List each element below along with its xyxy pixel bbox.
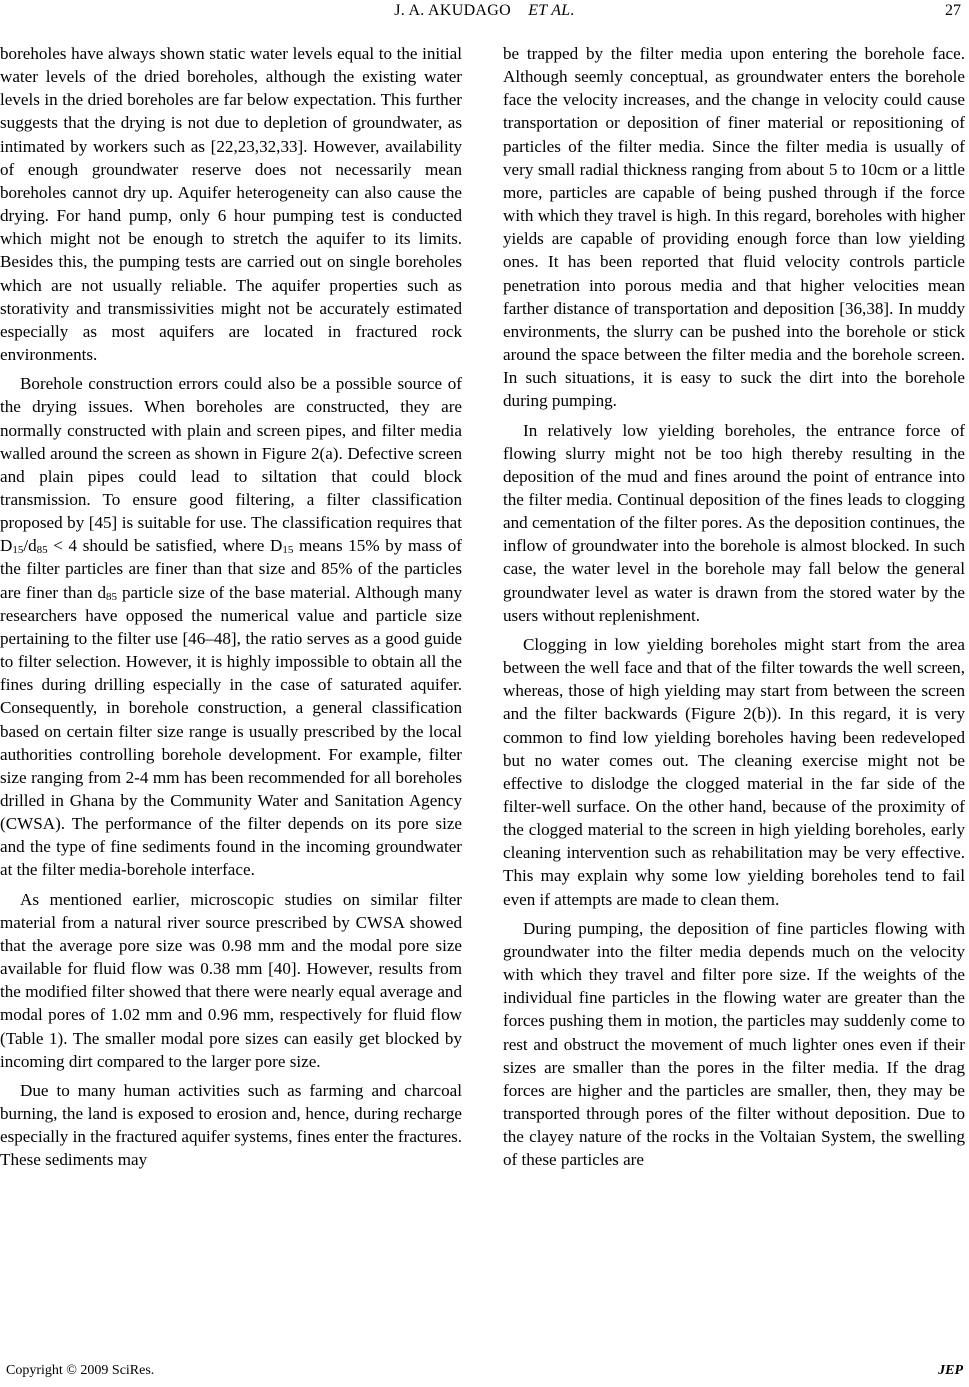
journal-abbreviation: JEP	[938, 1363, 963, 1378]
page-header	[0, 0, 969, 26]
paragraph: Clogging in low yielding boreholes might start from the area between the well face and that of the filter towards the well screen, whereas, those of high yielding may start from between the screen and the filter backwards (Figure 2(b)). In this regard, it is very common to find low yielding boreholes having been redeveloped but no water comes out. The cleaning exercise might not be effective to dislodge the clogged material in the far side of the filter-well surface. On the other hand, because of the proximity of the clogged material to the screen in high yielding boreholes, early cleaning intervention such as rehabilitation may be very effective. This may explain why some low yielding boreholes tend to fail even if attempts are made to clean them.	[503, 634, 965, 909]
paragraph: Due to many human activities such as farming and charcoal burning, the land is exposed to erosion and, hence, during recharge especially in the fractured aquifer systems, fines enter the fractures. These sediments may	[0, 1080, 462, 1170]
paragraph: In relatively low yielding boreholes, the entrance force of flowing slurry might not be too high thereby resulting in the deposition of the mud and fines around the point of entrance into the filter media. Continual deposition of the fines leads to clogging and cementation of the filter pores. As the deposition continues, the inflow of groundwater into the borehole is almost blocked. In such case, the water level in the borehole may fall below the general groundwater level as water is drawn from the stored water by the users without replenishment.	[503, 420, 965, 625]
paragraph: During pumping, the deposition of fine particles flowing with groundwater into the filter media depends much on the velocity with which they travel and filter pore size. If the weights of the individual fine particles in the flowing water are greater than the forces pushing them in motion, the particles may suddenly come to rest and obstruct the movement of much lighter ones even if their sizes are smaller than the pores in the filter media. If the drag forces are higher and the particles are smaller, then, they may be transported through pores of the filter without deposition. Due to the clayey nature of the rocks in the Voltaian System, the swelling of these particles are	[503, 918, 965, 1170]
copyright-notice: Copyright © 2009 SciRes.	[6, 1363, 155, 1378]
right-column	[503, 42, 965, 1178]
left-column	[0, 42, 462, 1178]
running-head-authors: J. A. AKUDAGO	[394, 2, 512, 19]
running-head-etal: ET AL.	[528, 2, 575, 19]
paragraph: be trapped by the filter media upon entering the borehole face. Although seemly conceptual, as groundwater enters the borehole face the velocity increases, and the change in velocity could cause transportation or deposition of finer material or repositioning of particles of the filter media. Since the filter media is usually of very small radial thickness ranging from about 5 to 10cm or a little more, particles are capable of being pushed through if the force with which they travel is high. In this regard, boreholes with higher yields are capable of providing enough force than low yielding ones. It has been reported that fluid velocity controls particle penetration into porous media and that higher velocities mean farther distance of transportation and deposition [36,38]. In muddy environments, the slurry can be pushed into the borehole or stick around the space between the filter media and the borehole screen. In such situations, it is easy to suck the dirt into the borehole during pumping.	[503, 44, 965, 411]
page-footer	[0, 1363, 969, 1383]
paragraph: As mentioned earlier, microscopic studies on similar filter material from a natural river source prescribed by CWSA showed that the average pore size was 0.98 mm and the modal pore size available for fluid flow was 0.38 mm [40]. However, results from the modified filter showed that there were nearly equal average and modal pores of 1.02 mm and 0.96 mm, respectively for fluid flow (Table 1). The smaller modal pore sizes can easily get blocked by incoming dirt compared to the larger pore size.	[0, 889, 462, 1071]
running-head	[0, 2, 969, 20]
paragraph: Borehole construction errors could also be a possible source of the drying issues. When boreholes are constructed, they are normally constructed with plain and screen pipes, and filter media walled around the screen as shown in Figure 2(a). Defective screen and plain pipes could lead to siltation that could block transmission. To ensure good filtering, a filter classification proposed by [45] is suitable for use. The classification requires that $D_{15}/d_{85} < 4$ should be satisfied, where $D_{15}$ means 15% by mass of the filter particles are finer than that size and 85% of the particles are finer than $d_{85}$ particle size of the base material. Although many researchers have opposed the numerical value and particle size pertaining to the filter use [46–48], the ratio serves as a good guide to filter selection. However, it is highly impossible to obtain all the fines during drilling especially in the case of saturated aquifer. Consequently, in borehole construction, a general classification based on certain filter size range is usually prescribed by the local authorities controlling borehole development. For example, filter size ranging from 2-4 mm has been recommended for all boreholes drilled in Ghana by the Community Water and Sanitation Agency (CWSA). The performance of the filter depends on its pore size and the type of fine sediments found in the incoming groundwater at the filter media-borehole interface.	[0, 374, 463, 880]
paragraph: boreholes have always shown static water levels equal to the initial water levels of the dried boreholes, although the existing water levels in the dried boreholes are far below expectation. This further suggests that the drying is not due to depletion of groundwater, as intimated by workers such as [22,23,32,33]. However, availability of enough groundwater reserve does not necessarily mean boreholes cannot dry up. Aquifer heterogeneity can also cause the drying. For hand pump, only 6 hour pumping test is conducted which might not be enough to stretch the aquifer to its limits. Besides this, the pumping tests are carried out on single boreholes which are not usually reliable. The aquifer properties such as storativity and transmissivities might not be accurately estimated especially as most aquifers are located in fractured rock environments.	[0, 44, 462, 365]
page-number: 27	[945, 2, 961, 19]
